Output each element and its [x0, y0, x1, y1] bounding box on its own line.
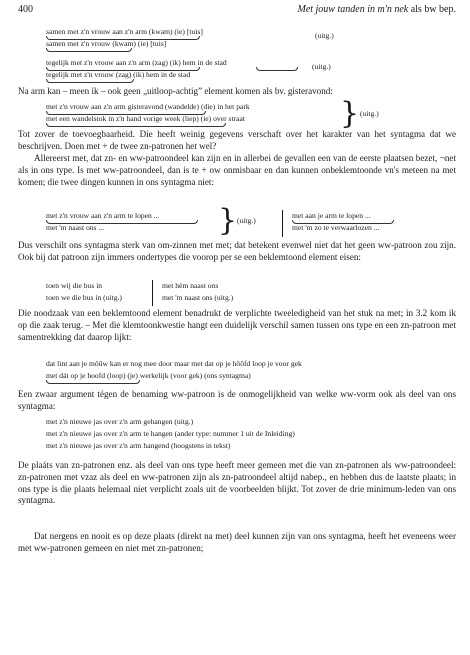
example-line: samen met z'n vrouw aan z'n arm (kwam) (ie) [tuis] — [46, 27, 203, 36]
underline-arc — [46, 123, 226, 127]
example-line: met een wandelstok in z'n hand vorige week (liep) (ie) over straat — [46, 114, 245, 123]
example-line: met z'n nieuwe jas over z'n arm gehangen (uitg.) — [46, 417, 194, 426]
example-line: met hèm naast ons — [162, 281, 219, 290]
paragraph: De plaáts van zn-patronen enz. als deel van ons type heeft meer gemeen met die van zn-patronen als ww-patroondeel: zn-patronen met vzaz als deel en ww-patronen zijn als zn-patroondeel altijd nabep., en hebben dus de laatste plaats; in ons type is die plaats helemaal niet verplicht zoals uit de voorbeelden blijkt. Tot zover de drie minimum-leden van ons syntagma. — [18, 460, 456, 506]
example-line: met 'm zo te verwaarlozen ... — [292, 223, 380, 232]
running-title — [297, 4, 456, 15]
paragraph: Tot zover de toevoegbaarheid. Die heeft weinig gegevens verschaft over het karakter van het syntagma dat we beschrijven. Doen met + de twee zn-patronen het wel? — [18, 129, 456, 151]
example-line: met z'n nieuwe jas over z'n arm hangend (hoogstens in tekst) — [46, 441, 231, 450]
running-title-main: Met jouw tanden in m'n nek — [297, 4, 409, 15]
paragraph: Dat nergens en nooit es op deze plaats (direkt na met) deel kunnen zijn van ons syntagma, heeft het eveneens weer met ww-patronen gemeen en niet met zn-patronen; — [18, 531, 456, 553]
example-line: met dát op je hoofd (loop) (je) werkelijk (voor gek) (ons syntagma) — [46, 371, 251, 380]
example-line: toen wij die bus in — [46, 281, 103, 290]
paragraph: Allereerst met, dat zn- en ww-patroondeel kan zijn en in allerbei de gevallen een van de eerste plaatsen bezet, ¬net als in ons type. Is met ww-patroondeel, dan is te + ow onmisbaar en dan kunnen onbeklemtoonde vn's meteen na met komen; die twee dingen kunnen in ons syntagma niet: — [18, 153, 456, 187]
underline-arc — [256, 67, 298, 71]
separator-line — [282, 210, 283, 237]
paragraph: Die noodzaak van een beklemtoond element benadrukt de verplichte tweeledigheid van het stuk na met; in 3.2 kom ik op die zaak terug. – Met die klemtoonkwestie hangt een duidelijk verschil samen tussen ons type en een zn-patroon met samentrekking dat daarop lijkt: — [18, 308, 456, 342]
separator-line — [152, 280, 153, 306]
example-line: toen we die bus in (uitg.) — [46, 293, 122, 302]
underline-arc — [46, 67, 200, 71]
example-line: samen met z'n vrouw (kwam) (ie) [tuis] — [46, 39, 167, 48]
uitg-label: (uitg.) — [315, 31, 334, 40]
underline-arc — [46, 36, 200, 40]
running-title-suffix: als bw bep. — [410, 4, 456, 15]
underline-arc — [46, 380, 140, 384]
example-line: met z'n vrouw aan z'n arm te lopen ... — [46, 211, 160, 220]
running-header — [18, 4, 456, 16]
brace: } — [340, 96, 360, 131]
page-number: 400 — [18, 4, 33, 15]
example-line: dat lint aan je môûw kan er nog mee door maar met dat op je hôôfd loop je voor gek — [46, 359, 302, 368]
paragraph: Dus verschilt ons syntagma sterk van om-zinnen met met; dat betekent evenwel niet dat het geen ww-patroon zou zijn. Ook bij dat patroon zijn immers ondertypes die voorop per se een beklemtoond element eisen: — [18, 240, 456, 262]
example-line: met z'n nieuwe jas over z'n arm te hangen (ander type: nummer 1 uit de Inleiding) — [46, 429, 295, 438]
underline-arc — [46, 220, 198, 224]
uitg-label: (uitg.) — [312, 62, 331, 71]
example-line: tegelijk met z'n vrouw aan z'n arm (zag) (ik) hem in de stad — [46, 58, 227, 67]
example-line: met 'm naast ons ... — [46, 223, 105, 232]
underline-arc — [46, 48, 132, 52]
brace: } — [218, 203, 238, 238]
example-line: met 'm naast ons (uitg.) — [162, 293, 234, 302]
paragraph: Een zwaar argument tégen de benaming ww-patroon is de onmogelijkheid van welke ww-vorm ook als deel van ons syntagma: — [18, 389, 456, 411]
uitg-label: (uitg.) — [237, 216, 256, 225]
example-line: met aan je arm te lopen ... — [292, 211, 371, 220]
underline-arc — [46, 111, 206, 115]
underline-arc — [46, 79, 134, 83]
paragraph: Na arm kan – meen ik – ook geen „uitloop-achtig” element komen als bv. gisteravond: — [18, 86, 333, 96]
underline-arc — [292, 220, 394, 224]
example-line: tegelijk met z'n vrouw (zag) (ik) hem in de stad — [46, 70, 191, 79]
example-line: met z'n vrouw aan z'n arm gisteravond (wandelde) (die) in het park — [46, 102, 250, 111]
uitg-label: (uitg.) — [360, 109, 379, 118]
